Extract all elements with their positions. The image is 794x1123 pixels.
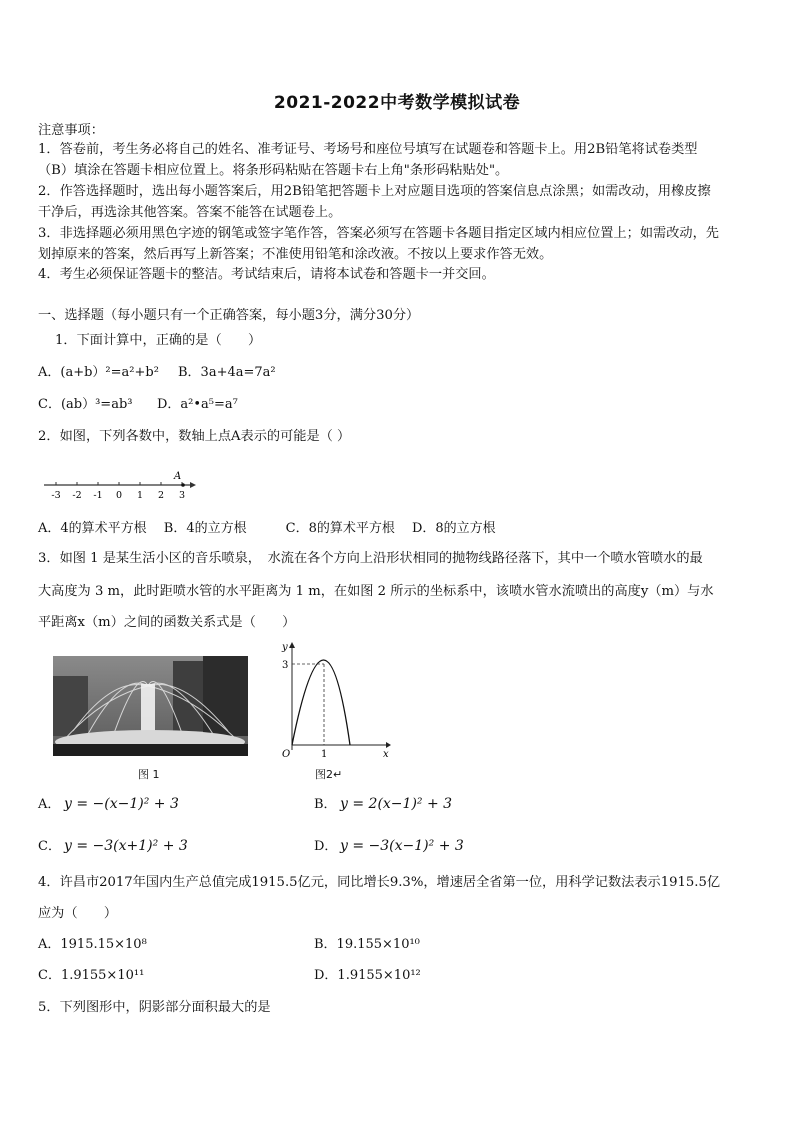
x-axis-label: x — [383, 749, 389, 760]
q3-option-a-label: A． — [38, 797, 61, 812]
q3-stem-line: 大高度为 3 m，此时距喷水管的水平距离为 1 m，在如图 2 所示的坐标系中，该喷水管水流喷出的高度y（m）与水 — [38, 584, 714, 599]
parabola-curve — [292, 660, 350, 745]
section-heading: 一、选择题（每小题只有一个正确答案，每小题3分，满分30分） — [38, 308, 420, 323]
q3-option-d-label: D． — [314, 839, 338, 854]
number-line-figure — [40, 468, 200, 504]
q2-options: A．4的算术平方根 B．4的立方根 C．8的算术平方根 D．8的立方根 — [38, 521, 496, 536]
y-axis-label: y — [282, 642, 288, 653]
q4-option-b: B．19.155×10¹⁰ — [314, 937, 420, 952]
y-tick-label: 3 — [282, 660, 289, 671]
notice-item: （B）填涂在答题卡相应位置上。将条形码粘贴在答题卡右上角"条形码粘贴处"。 — [38, 163, 509, 178]
figure2-caption: 图2↵ — [315, 768, 343, 781]
number-line-tick-label: -3 — [51, 490, 61, 501]
number-line-tick-label: 2 — [157, 490, 165, 501]
point-a-label: A — [174, 471, 182, 482]
notice-item: 划掉原来的答案，然后再写上新答案；不准使用铅笔和涂改液。不按以上要求作答无效。 — [38, 247, 553, 262]
q1-stem: 1．下面计算中，正确的是（ ） — [55, 333, 262, 348]
q3-stem-line: 平距离x（m）之间的函数关系式是（ ） — [38, 615, 296, 630]
q3-option-a: y = −(x−1)² + 3 — [64, 796, 179, 812]
q4-option-c: C．1.9155×10¹¹ — [38, 968, 145, 983]
notice-heading: 注意事项： — [38, 123, 104, 138]
q4-option-a: A．1915.15×10⁸ — [38, 937, 147, 952]
number-line-tick-label: 1 — [136, 490, 144, 501]
q3-option-d: y = −3(x−1)² + 3 — [340, 838, 464, 854]
q1-option-c: C．(ab）³=ab³ — [38, 397, 133, 412]
q3-stem-line: 3．如图 1 是某生活小区的音乐喷泉， 水流在各个方向上沿形状相同的抛物线路径落下，其中一个喷水管喷水的最 — [38, 551, 703, 566]
q3-option-b-label: B． — [314, 797, 337, 812]
figure1-caption: 图 1 — [138, 768, 160, 781]
number-line-tick-label: 0 — [115, 490, 123, 501]
q1-option-d: D．a²•a⁵=a⁷ — [157, 397, 238, 412]
number-line-tick-label: 3 — [178, 490, 186, 501]
q4-stem-line: 4．许昌市2017年国内生产总值完成1915.5亿元，同比增长9.3%，增速居全省第一位，用科学记数法表示1915.5亿 — [38, 875, 721, 890]
number-line-tick-label: -1 — [93, 490, 103, 501]
point-a — [181, 483, 185, 487]
origin-label: O — [282, 749, 291, 760]
parabola-graph — [278, 640, 393, 765]
notice-item: 4．考生必须保证答题卡的整洁。考试结束后，请将本试卷和答题卡一并交回。 — [38, 267, 495, 282]
notice-item: 1．答卷前，考生务必将自己的姓名、准考证号、考场号和座位号填写在试题卷和答题卡上。用2B铅笔将试卷类型 — [38, 142, 698, 157]
notice-item: 3．非选择题必须用黑色字迹的钢笔或签字笔作答，答案必须写在答题卡各题目指定区域内相应位置上；如需改动，先 — [38, 226, 719, 241]
x-tick-label: 1 — [321, 749, 328, 760]
q5-stem: 5．下列图形中，阴影部分面积最大的是 — [38, 1000, 271, 1015]
q2-stem: 2．如图，下列各数中，数轴上点A表示的可能是（ ） — [38, 429, 351, 444]
q1-option-b: B．3a+4a=7a² — [178, 365, 276, 380]
q4-stem-line: 应为（ ） — [38, 906, 118, 921]
q3-option-b: y = 2(x−1)² + 3 — [340, 796, 453, 812]
q1-option-a: A．(a+b）²=a²+b² — [38, 365, 159, 380]
q4-option-d: D．1.9155×10¹² — [314, 968, 421, 983]
notice-item: 干净后，再选涂其他答案。答案不能答在试题卷上。 — [38, 205, 342, 220]
number-line-tick-label: -2 — [72, 490, 82, 501]
fountain-photo — [53, 656, 248, 756]
notice-item: 2．作答选择题时，选出每小题答案后，用2B铅笔把答题卡上对应题目选项的答案信息点涂黑；如需改动，用橡皮擦 — [38, 184, 711, 199]
q3-option-c-label: C． — [38, 839, 61, 854]
page-title: 2021-2022中考数学模拟试卷 — [273, 93, 521, 113]
q3-option-c: y = −3(x+1)² + 3 — [64, 838, 188, 854]
